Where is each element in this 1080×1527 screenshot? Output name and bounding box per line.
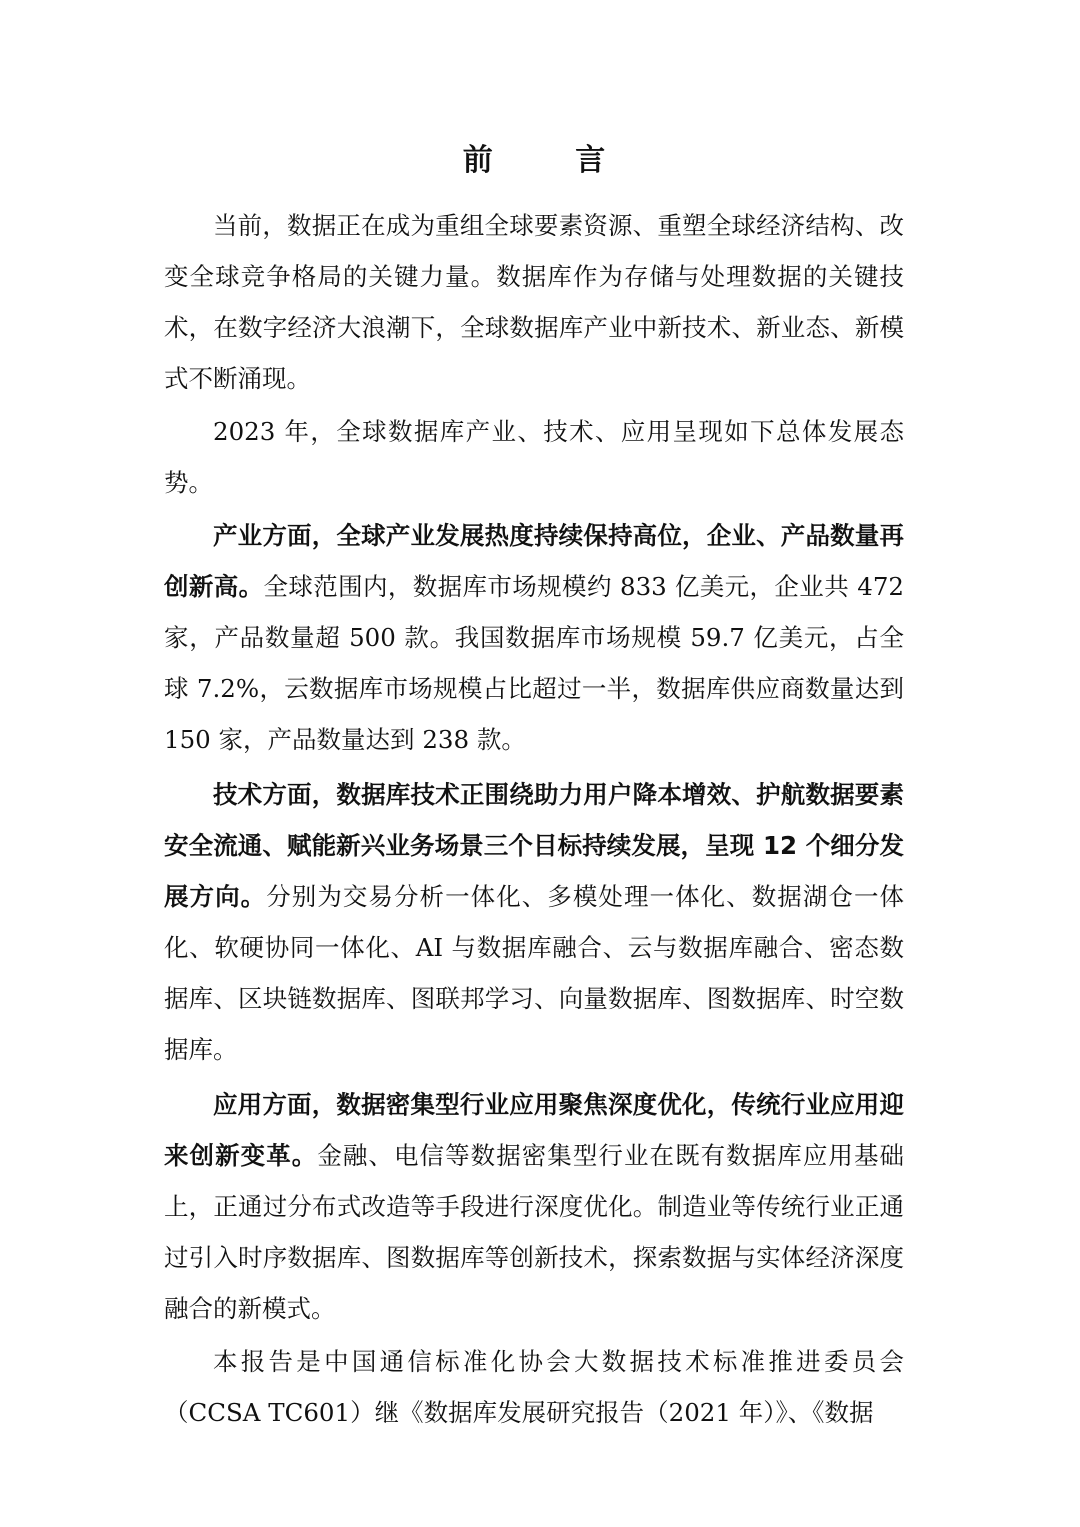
paragraph-industry-body: 全球范围内，数据库市场规模约 833 亿美元，企业共 472 家，产品数量超 500 款。我国数据库市场规模 59.7 亿美元，占全球 7.2%，云数据库市场规模占比超过一半，数据库供应商数量达到 150 家，产品数量达到 238 款。 — [164, 572, 904, 754]
page-title: 前 言 — [462, 143, 642, 178]
paragraph-technology — [164, 769, 904, 1075]
paragraph-technology-heading: 技术方面，数据库技术正围绕助力用户降本增效、护航数据要素安全流通、赋能新兴业务场景三个目标持续发展，呈现 12 个细分发展方向。 — [164, 780, 904, 911]
paragraph-application-heading: 应用方面，数据密集型行业应用聚焦深度优化，传统行业应用迎来创新变革。 — [164, 1090, 904, 1170]
paragraph-industry-heading: 产业方面，全球产业发展热度持续保持高位，企业、产品数量再创新高。 — [164, 521, 904, 601]
paragraph-technology-body: 分别为交易分析一体化、多模处理一体化、数据湖仓一体化、软硬协同一体化、AI 与数据库融合、云与数据库融合、密态数据库、区块链数据库、图联邦学习、向量数据库、图数据库、时空数据库。 — [164, 882, 905, 1064]
document-page — [164, 138, 904, 1438]
paragraph-industry — [164, 510, 904, 765]
paragraph-overview: 2023 年，全球数据库产业、技术、应用呈现如下总体发展态势。 — [164, 417, 904, 497]
paragraph-application — [164, 1079, 904, 1334]
paragraph-report: 本报告是中国通信标准化协会大数据技术标准推进委员会（CCSA TC601）继《数据库发展研究报告（2021 年）》、《数据 — [164, 1347, 904, 1427]
paragraph-application-body: 金融、电信等数据密集型行业在既有数据库应用基础上，正通过分布式改造等手段进行深度优化。制造业等传统行业正通过引入时序数据库、图数据库等创新技术，探索数据与实体经济深度融合的新模式。 — [164, 1141, 905, 1323]
paragraph-intro: 当前，数据正在成为重组全球要素资源、重塑全球经济结构、改变全球竞争格局的关键力量。数据库作为存储与处理数据的关键技术，在数字经济大浪潮下，全球数据库产业中新技术、新业态、新模式不断涌现。 — [164, 211, 904, 393]
